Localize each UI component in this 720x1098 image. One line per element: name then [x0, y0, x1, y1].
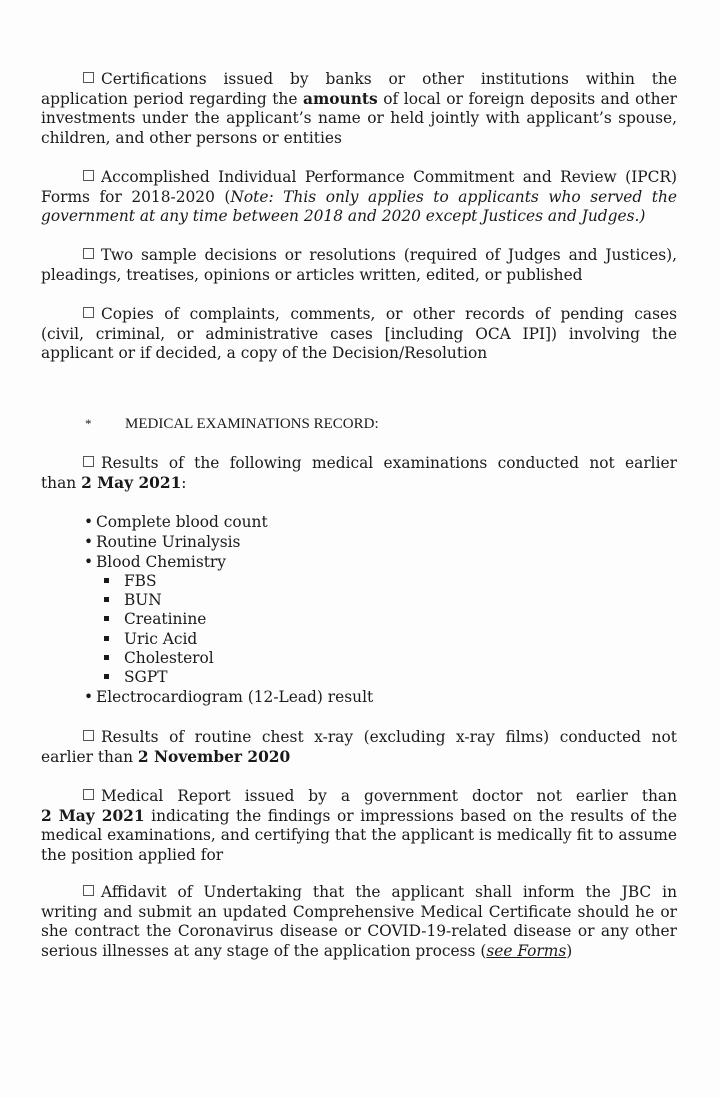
checkbox-icon[interactable] [83, 307, 94, 318]
blood-chemistry-item: Creatinine [104, 610, 206, 629]
square-bullet-icon [104, 616, 109, 621]
checkbox-icon[interactable] [83, 72, 94, 83]
requirement-bank-certifications: Certifications issued by banks or other institutions within the application period regarding the amounts of local or foreign deposits and other investments under the applicant’s name or held jointly with applicant’s spouse, children, and other persons or entities [41, 70, 677, 147]
exam-item: • Blood Chemistry [84, 553, 226, 571]
requirement-affidavit: Affidavit of Undertaking that the applicant shall inform the JBC in writing and submit an updated Comprehensive Medical Certificate should he or she contract the Coronavirus disease or COVID-19-related disease or any other serious illnesses at any stage of the application process (see Forms) [41, 883, 677, 960]
exam-item-ecg: • Electrocardiogram (12-Lead) result [84, 688, 374, 706]
bullet-icon: • [84, 533, 94, 551]
requirement-chest-xray: Results of routine chest x-ray (excluding x-ray films) conducted not earlier than 2 November 2020 [41, 728, 677, 766]
checkbox-icon[interactable] [83, 885, 94, 896]
square-bullet-icon [104, 636, 109, 641]
checkbox-icon[interactable] [83, 730, 94, 741]
blood-chemistry-item: SGPT [104, 668, 167, 687]
checkbox-icon[interactable] [83, 789, 94, 800]
see-forms-link[interactable]: see Forms [486, 941, 567, 960]
requirement-exam-results: Results of the following medical examinations conducted not earlier than 2 May 2021: [41, 454, 677, 492]
blood-chemistry-item: BUN [104, 591, 162, 610]
blood-chemistry-item: Uric Acid [104, 630, 197, 649]
square-bullet-icon [104, 597, 109, 602]
square-bullet-icon [104, 674, 109, 679]
asterisk-icon: * [85, 416, 92, 431]
exam-item: • Routine Urinalysis [84, 533, 241, 551]
checkbox-icon[interactable] [83, 248, 94, 259]
requirement-ipcr-forms: Accomplished Individual Performance Commitment and Review (IPCR) Forms for 2018-2020 (Note: This only applies to applicants who served the government at any time between 2018 and 2020 except Justices and Judges.) [41, 168, 677, 226]
square-bullet-icon [104, 578, 109, 583]
bullet-icon: • [84, 513, 94, 531]
medical-section-heading: * MEDICAL EXAMINATIONS RECORD: [85, 416, 379, 432]
blood-chemistry-item: Cholesterol [104, 649, 214, 668]
bullet-icon: • [84, 553, 94, 571]
requirement-sample-decisions: Two sample decisions or resolutions (required of Judges and Justices), pleadings, treatises, opinions or articles written, edited, or published [41, 246, 677, 284]
checkbox-icon[interactable] [83, 170, 94, 181]
requirement-medical-report: Medical Report issued by a government doctor not earlier than 2 May 2021 indicating the findings or impressions based on the results of the medical examinations, and certifying that the applicant is medically fit to assume the position applied for [41, 787, 677, 864]
exam-item: • Complete blood count [84, 513, 268, 531]
blood-chemistry-item: FBS [104, 572, 157, 591]
checkbox-icon[interactable] [83, 456, 94, 467]
requirement-pending-cases: Copies of complaints, comments, or other records of pending cases (civil, criminal, or administrative cases [including OCA IPI]) involving the applicant or if decided, a copy of the Decision/Resolution [41, 305, 677, 363]
square-bullet-icon [104, 655, 109, 660]
bullet-icon: • [84, 688, 94, 706]
